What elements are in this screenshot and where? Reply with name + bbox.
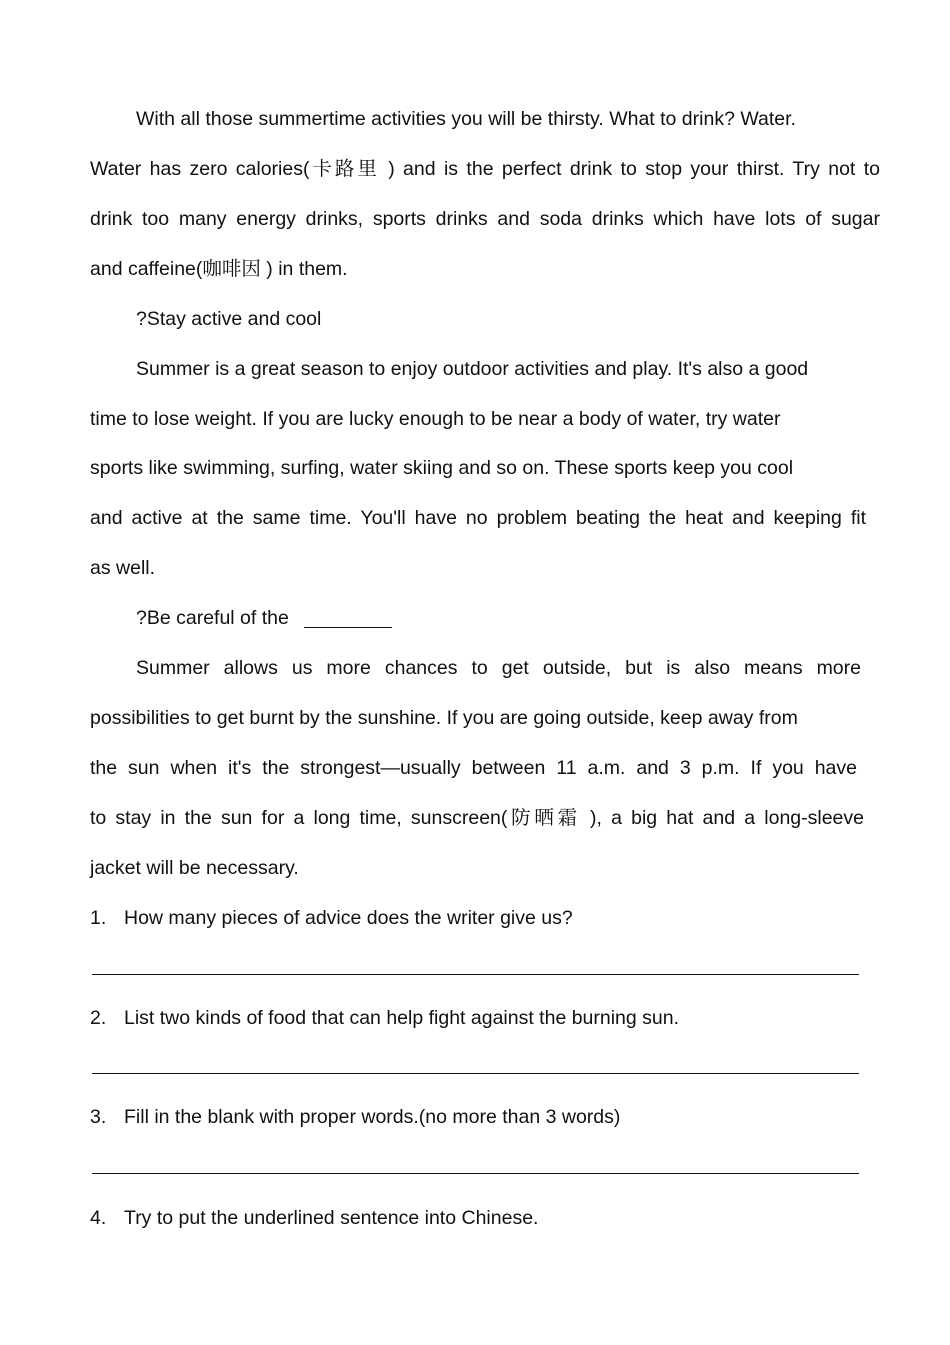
answer-line[interactable]	[92, 974, 859, 975]
question-item	[90, 1105, 880, 1129]
paragraph-sun-line: Summer allows us more chances to get outside, but is also means more	[136, 657, 861, 679]
question-text: Try to put the underlined sentence into Chinese.	[124, 1207, 539, 1229]
question-text: Fill in the blank with proper words.(no more than 3 words)	[124, 1106, 621, 1128]
paragraph-water-line: With all those summertime activities you will be thirsty. What to drink? Water.	[136, 108, 796, 130]
paragraph-sun-line: jacket will be necessary.	[90, 857, 299, 879]
paragraph-active-line: time to lose weight. If you are lucky enough to be near a body of water, try water	[90, 408, 781, 430]
question-number: 4.	[90, 1207, 107, 1229]
paragraph-sun-line: possibilities to get burnt by the sunshine. If you are going outside, keep away from	[90, 707, 798, 729]
heading-blank-line	[304, 627, 392, 628]
question-text: List two kinds of food that can help fight against the burning sun.	[124, 1007, 680, 1029]
question-number: 2.	[90, 1007, 107, 1029]
answer-line[interactable]	[92, 1173, 859, 1174]
paragraph-water-line: drink too many energy drinks, sports drinks and soda drinks which have lots of sugar	[90, 208, 880, 230]
paragraph-water-line: and caffeine(咖啡因 ) in them.	[90, 258, 348, 280]
section-heading-active: ?Stay active and cool	[136, 308, 322, 330]
paragraph-active-line: sports like swimming, surfing, water skiing and so on. These sports keep you cool	[90, 457, 794, 479]
question-number: 1.	[90, 907, 107, 929]
paragraph-active-line: as well.	[90, 557, 156, 579]
question-item	[90, 1006, 880, 1030]
paragraph-active-line: and active at the same time. You'll have no problem beating the heat and keeping fit	[90, 507, 866, 529]
question-item	[90, 1206, 880, 1230]
paragraph-sun-line: the sun when it's the strongest—usually between 11 a.m. and 3 p.m. If you have	[90, 757, 857, 779]
section-heading-careful: ?Be careful of the	[136, 607, 289, 629]
paragraph-sun-line: to stay in the sun for a long time, sunscreen(防晒霜 ), a big hat and a long-sleeve	[90, 807, 864, 829]
question-number: 3.	[90, 1106, 107, 1128]
question-text: How many pieces of advice does the writer give us?	[124, 907, 573, 929]
answer-line[interactable]	[92, 1073, 859, 1074]
paragraph-active-line: Summer is a great season to enjoy outdoor activities and play. It's also a good	[136, 358, 809, 380]
paragraph-water-line: Water has zero calories(卡路里 ) and is the perfect drink to stop your thirst. Try not to	[90, 158, 880, 180]
question-item	[90, 906, 880, 930]
